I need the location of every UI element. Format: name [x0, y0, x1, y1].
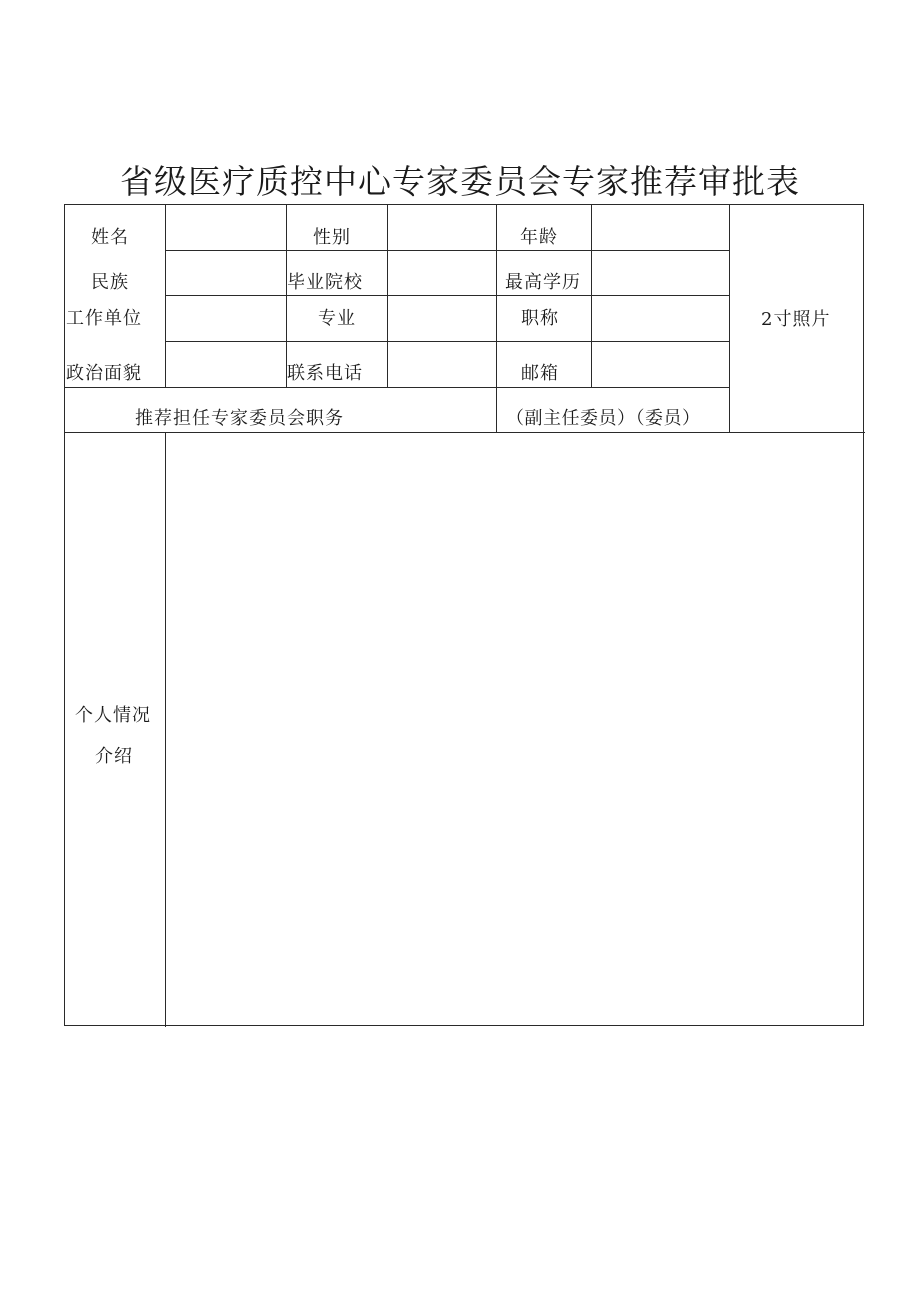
gender-input[interactable]: [388, 206, 496, 250]
education-label: 最高学历: [505, 272, 581, 293]
age-input[interactable]: [592, 206, 729, 250]
education-input[interactable]: [592, 251, 729, 295]
gender-label: 性别: [313, 227, 351, 248]
column-divider: [496, 205, 497, 432]
form-title: 省级医疗质控中心专家委员会专家推荐审批表: [120, 162, 800, 201]
name-input[interactable]: [166, 206, 286, 250]
email-label: 邮箱: [521, 363, 559, 384]
email-input[interactable]: [592, 342, 729, 387]
age-label: 年龄: [520, 227, 558, 248]
school-input[interactable]: [388, 251, 496, 295]
recommend-position-label: 推荐担任专家委员会职务: [135, 408, 344, 429]
recommend-position-options[interactable]: （副主任委员）（委员）: [506, 408, 701, 429]
column-divider: [729, 205, 730, 432]
approval-form-table: [64, 204, 864, 1026]
intro-textarea[interactable]: [166, 433, 864, 1026]
job-title-input[interactable]: [592, 296, 729, 341]
column-divider: [286, 205, 287, 387]
phone-label: 联系电话: [287, 363, 363, 384]
intro-label-line1: 个人情况: [75, 705, 151, 726]
school-label: 毕业院校: [287, 272, 363, 293]
political-status-input[interactable]: [166, 342, 286, 387]
name-label: 姓名: [91, 227, 129, 248]
photo-placeholder[interactable]: 2寸照片: [761, 309, 831, 330]
intro-label-line2: 介绍: [95, 746, 133, 767]
political-status-label: 政治面貌: [66, 363, 142, 384]
ethnicity-label: 民族: [91, 272, 129, 293]
job-title-label: 职称: [521, 308, 559, 329]
major-input[interactable]: [388, 296, 496, 341]
major-label: 专业: [318, 308, 356, 329]
row-divider: [65, 387, 729, 388]
employer-input[interactable]: [166, 296, 286, 341]
ethnicity-input[interactable]: [166, 251, 286, 295]
phone-input[interactable]: [388, 342, 496, 387]
employer-label: 工作单位: [66, 308, 142, 329]
